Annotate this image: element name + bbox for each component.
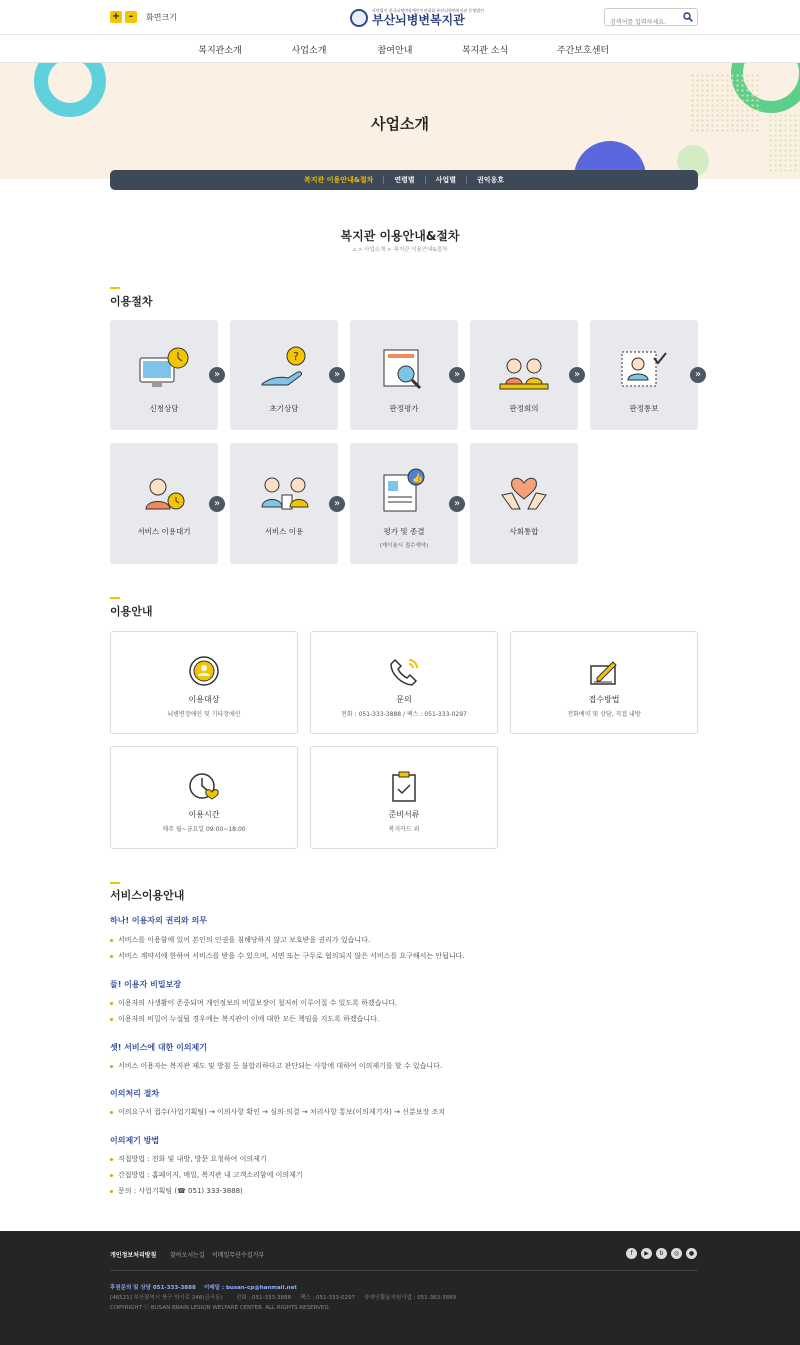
- bullet: [110, 1158, 113, 1161]
- footer-email: 이메일 : busan-cp@hanmail.net: [204, 1285, 297, 1291]
- info-card: [110, 746, 298, 849]
- chevron-right-icon: »: [209, 367, 225, 383]
- nav-item-business[interactable]: 사업소개: [291, 46, 327, 56]
- step-card: [470, 443, 578, 564]
- footer-divider: [110, 1270, 698, 1271]
- service-item: 이용자의 비밀이 누설될 경우에는 복지관이 이에 대한 모든 책임을 지도록 하겠습니다.: [110, 1014, 379, 1024]
- hero-banner: [0, 63, 800, 179]
- top-bar: [0, 0, 800, 35]
- chevron-right-icon: »: [449, 496, 465, 512]
- info-title: 이용대상: [188, 695, 220, 704]
- site-logo[interactable]: [350, 8, 484, 27]
- step-card: [110, 320, 218, 430]
- subnav-item-business[interactable]: 사업별: [435, 176, 456, 184]
- step-label: 초기상담: [269, 404, 299, 413]
- service-item: 서비스 계약서에 한하여 서비스를 받을 수 있으며, 서면 또는 구두로 협의되지 않은 서비스를 요구해서는 안됩니다.: [110, 951, 465, 961]
- search-icon[interactable]: [683, 12, 693, 22]
- service-item: 문의 : 사업기획팀 (☎ 051) 333-3888): [110, 1186, 243, 1196]
- hero-title: 사업소개: [371, 115, 429, 133]
- footer-tel: 전화 : 051-333-3888: [236, 1295, 291, 1301]
- step-card: [230, 443, 338, 564]
- decor-ring-cyan: [34, 63, 106, 117]
- chevron-right-icon: »: [569, 367, 585, 383]
- info-card: [510, 631, 698, 734]
- nav-item-participation[interactable]: 참여안내: [377, 46, 413, 56]
- nav-item-daycare[interactable]: 주간보호센터: [556, 46, 610, 56]
- sub-navigation: [110, 170, 698, 190]
- person-clock-icon: [136, 467, 192, 517]
- chevron-right-icon: »: [209, 496, 225, 512]
- monitor-clock-icon: [136, 344, 192, 394]
- step-card: [110, 443, 218, 564]
- service-item: 이의요구서 접수(사업기획팀) → 이의사항 확인 → 심의·의결 → 처리사항 통보(이의제기자) → 신분보장 조치: [110, 1107, 445, 1117]
- info-card: [110, 631, 298, 734]
- bullet: [110, 1018, 113, 1021]
- logo-subtitle: 사단법인 한국뇌병변장애인인권협회 부산뇌병변복지관 운영법인: [372, 8, 485, 13]
- info-card: [310, 746, 498, 849]
- font-size-control: [110, 11, 177, 23]
- service-item: 서비스 이용자는 복지관 제도 및 방침 등 불합리하다고 판단되는 사항에 대하여 이의제기를 할 수 있습니다.: [110, 1061, 442, 1071]
- service-item: 간접방법 : 홈페이지, 메일, 복지관 내 고객소리함에 이의제기: [110, 1170, 303, 1180]
- info-title: 이용시간: [188, 810, 220, 819]
- step-label: 서비스 이용: [264, 527, 304, 536]
- footer-fax: 팩스 : 051-333-0297: [300, 1295, 355, 1301]
- report-thumbsup-icon: [376, 467, 432, 517]
- logo-emblem-icon: [350, 9, 368, 27]
- section-title-info: 이용안내: [110, 605, 153, 618]
- bullet: [110, 955, 113, 958]
- font-size-label: 화면크기: [146, 12, 177, 22]
- info-title: 준비서류: [388, 810, 420, 819]
- footer-address: [46521] 부산광역시 북구 학사로 246(금곡동): [110, 1295, 223, 1301]
- section-accent-bar: [110, 597, 120, 599]
- nav-item-news[interactable]: 복지관 소식: [461, 46, 509, 56]
- main-navigation: [0, 35, 800, 63]
- step-card: [230, 320, 338, 430]
- phone-icon: [387, 654, 421, 688]
- subnav-item-guide[interactable]: 복지관 이용안내&절차: [303, 176, 374, 184]
- step-label: 판정통보: [629, 404, 659, 413]
- service-heading: 둘! 이용자 비밀보장: [110, 980, 182, 989]
- person-check-icon: [616, 344, 672, 394]
- step-card: [470, 320, 578, 430]
- hands-heart-icon: [496, 467, 552, 517]
- bullet: [110, 1190, 113, 1193]
- target-person-icon: [187, 654, 221, 688]
- info-desc: 복지카드 외: [388, 826, 420, 833]
- info-desc: 뇌병변장애인 및 기타장애인: [167, 711, 241, 718]
- step-label: 판정회의: [509, 404, 539, 413]
- hand-question-icon: [256, 344, 312, 394]
- footer-link-privacy[interactable]: 개인정보처리방침: [110, 1252, 157, 1259]
- service-item: 이용자의 사생활이 존중되며 개인정보의 비밀보장이 철저히 이루어질 수 있도록 하겠습니다.: [110, 998, 397, 1008]
- breadcrumb: [0, 245, 800, 253]
- bullet: [110, 1111, 113, 1114]
- step-label: 신청상담: [149, 404, 179, 413]
- chevron-right-icon: »: [690, 367, 706, 383]
- pencil-form-icon: [587, 654, 621, 688]
- nav-item-about[interactable]: 복지관소개: [198, 46, 242, 56]
- section-accent-bar: [110, 882, 120, 884]
- info-title: 접수방법: [588, 695, 620, 704]
- info-title: 문의: [396, 695, 412, 704]
- chevron-right-icon: »: [329, 496, 345, 512]
- footer-contact: 후원문의 및 상담 051-333-3888: [110, 1285, 196, 1291]
- step-label: 판정평가: [389, 404, 419, 413]
- footer-link-directions[interactable]: 찾아오시는길: [170, 1252, 205, 1259]
- service-heading: 이의제기 방법: [110, 1136, 160, 1145]
- instagram-icon[interactable]: ◎: [671, 1248, 682, 1259]
- info-desc: 전화 : 051-333-3888 / 팩스 : 051-333-0297: [341, 711, 467, 718]
- kakao-icon[interactable]: ●: [686, 1248, 697, 1259]
- svg-text:?: ?: [293, 350, 299, 363]
- step-sublabel: (재이용시 접수예약): [379, 543, 429, 549]
- step-label: 서비스 이용대기: [137, 527, 191, 536]
- people-building-icon: [256, 467, 312, 517]
- search-box: [604, 8, 698, 26]
- subnav-item-advocacy[interactable]: 권익옹호: [476, 176, 505, 184]
- footer-center: 장애인활동지원사업 : 051-363-3889: [364, 1295, 457, 1301]
- blog-icon[interactable]: b: [656, 1248, 667, 1259]
- bullet: [110, 1174, 113, 1177]
- clipboard-check-icon: [387, 769, 421, 803]
- section-title-procedure: 이용절차: [110, 295, 153, 308]
- footer: [0, 1231, 800, 1345]
- facebook-icon[interactable]: f: [626, 1248, 637, 1259]
- step-label: 사회통합: [509, 527, 539, 536]
- step-card: [590, 320, 698, 430]
- step-label: 평가 및 종결: [383, 527, 425, 536]
- bullet: [110, 939, 113, 942]
- bullet: [110, 1065, 113, 1068]
- svg-text:👍: 👍: [412, 474, 424, 484]
- info-desc: 매주 월~금요일 09:00~18:00: [162, 826, 246, 833]
- service-heading: 하나! 이용자의 권리와 의무: [110, 916, 208, 925]
- font-size-minus-button[interactable]: -: [125, 11, 137, 23]
- info-desc: 전화예약 및 상담, 직접 내방: [567, 711, 641, 718]
- section-title-service: 서비스이용안내: [110, 889, 185, 902]
- info-card: [310, 631, 498, 734]
- service-heading: 이의처리 절차: [110, 1089, 160, 1098]
- clock-heart-icon: [187, 769, 221, 803]
- font-size-plus-button[interactable]: +: [111, 11, 121, 22]
- section-accent-bar: [110, 287, 120, 289]
- service-heading: 셋! 서비스에 대한 이의제기: [110, 1043, 208, 1052]
- step-card: [350, 443, 458, 564]
- home-icon[interactable]: ⌂: [352, 247, 357, 253]
- youtube-icon[interactable]: ▶: [641, 1248, 652, 1259]
- search-input[interactable]: [605, 15, 679, 31]
- logo-title: 부산뇌병변복지관: [372, 13, 465, 27]
- meeting-people-icon: [496, 344, 552, 394]
- breadcrumb-path: > 사업소개 > 복지관 이용안내&절차: [357, 247, 448, 253]
- page-title: 복지관 이용안내&절차: [340, 229, 460, 243]
- chevron-right-icon: »: [329, 367, 345, 383]
- footer-copyright: COPYRIGHT ⓒ BUSAN BRAIN LESION WELFARE CENTER. ALL RIGHTS RESERVED.: [110, 1305, 331, 1311]
- subnav-item-age[interactable]: 연령별: [394, 176, 415, 184]
- step-card: [350, 320, 458, 430]
- service-item: 서비스를 이용함에 있어 본인의 인권을 침해당하지 않고 보호받을 권리가 있습니다.: [110, 935, 370, 945]
- bullet: [110, 1002, 113, 1005]
- chevron-right-icon: »: [449, 367, 465, 383]
- service-item: 직접방법 : 전화 및 내방, 방문 요청하여 이의제기: [110, 1154, 267, 1164]
- footer-link-email-policy[interactable]: 이메일무단수집거부: [212, 1252, 265, 1259]
- document-magnifier-icon: [376, 344, 432, 394]
